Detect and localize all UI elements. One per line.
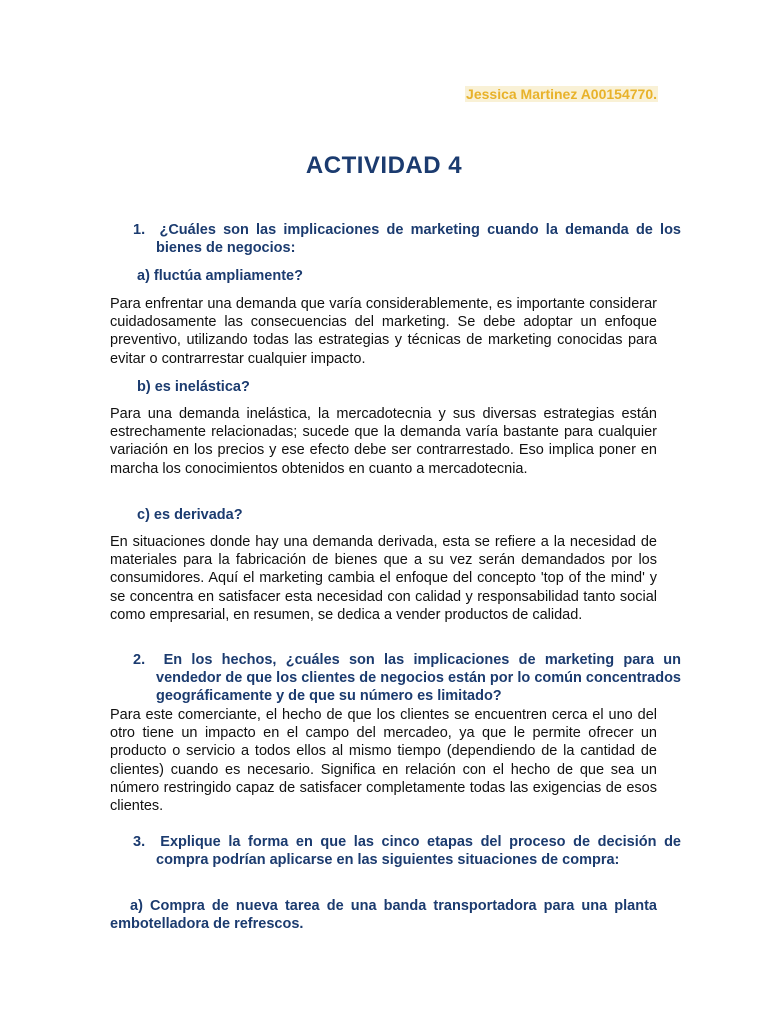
question-3a-heading: a) Compra de nueva tarea de una banda transportadora para una planta embotelladora de refrescos. <box>110 898 657 933</box>
question-1b-heading: b) es inelástica? <box>137 379 250 395</box>
question-1a-answer: Para enfrentar una demanda que varía considerablemente, es importante considerar cuidadosamente las consecuencias del marketing. Se debe adoptar un enfoque preventivo, utilizando todas las estrategias y técnicas de marketing conocidas para evitar o contrarrestar cualquier impacto. <box>110 296 657 367</box>
document-title: ACTIVIDAD 4 <box>305 152 463 179</box>
question-1c-heading: c) es derivada? <box>137 507 243 523</box>
question-2-answer: Para este comerciante, el hecho de que los clientes se encuentren cerca el uno del otro tiene un impacto en el campo del mercadeo, ya que le permite ofrecer un producto o servicio a todos ellos al mismo tiempo (dependiendo de la cantidad de clientes) cuando es necesario. Significa en relación con el hecho de que sea un número restringido capaz de satisfacer completamente todas las exigencias de esos clientes. <box>110 707 657 815</box>
question-1b-answer: Para una demanda inelástica, la mercadotecnia y sus diversas estrategias están estrechamente relacionadas; sucede que la demanda varía bastante para cualquier variación en los precios y ese efecto debe ser contrarrestado. Eso implica poner en marcha los conocimientos obtenidos en cuanto a mercadotecnia. <box>110 406 657 477</box>
question-3-heading: 3. Explique la forma en que las cinco etapas del proceso de decisión de compra podrían aplicarse en las siguientes situaciones de compra: <box>133 834 681 868</box>
question-2-heading: 2. En los hechos, ¿cuáles son las implicaciones de marketing para un vendedor de que los clientes de negocios están por lo común concentrados geográficamente y de que su número es limitado? <box>133 652 681 704</box>
question-1c-answer: En situaciones donde hay una demanda derivada, esta se refiere a la necesidad de materiales para la fabricación de bienes que a su vez serán demandados por los consumidores. Aquí el marketing cambia el enfoque del concepto 'top of the mind' y se concentra en satisfacer esta necesidad con calidad y responsabilidad tanto social como empresarial, en resumen, se dedica a vender productos de calidad. <box>110 534 657 623</box>
author-line: Jessica Martinez A00154770. <box>466 86 657 102</box>
question-1a-heading: a) fluctúa ampliamente? <box>137 268 303 284</box>
question-1-heading: 1. ¿Cuáles son las implicaciones de marketing cuando la demanda de los bienes de negocios: <box>133 222 681 256</box>
